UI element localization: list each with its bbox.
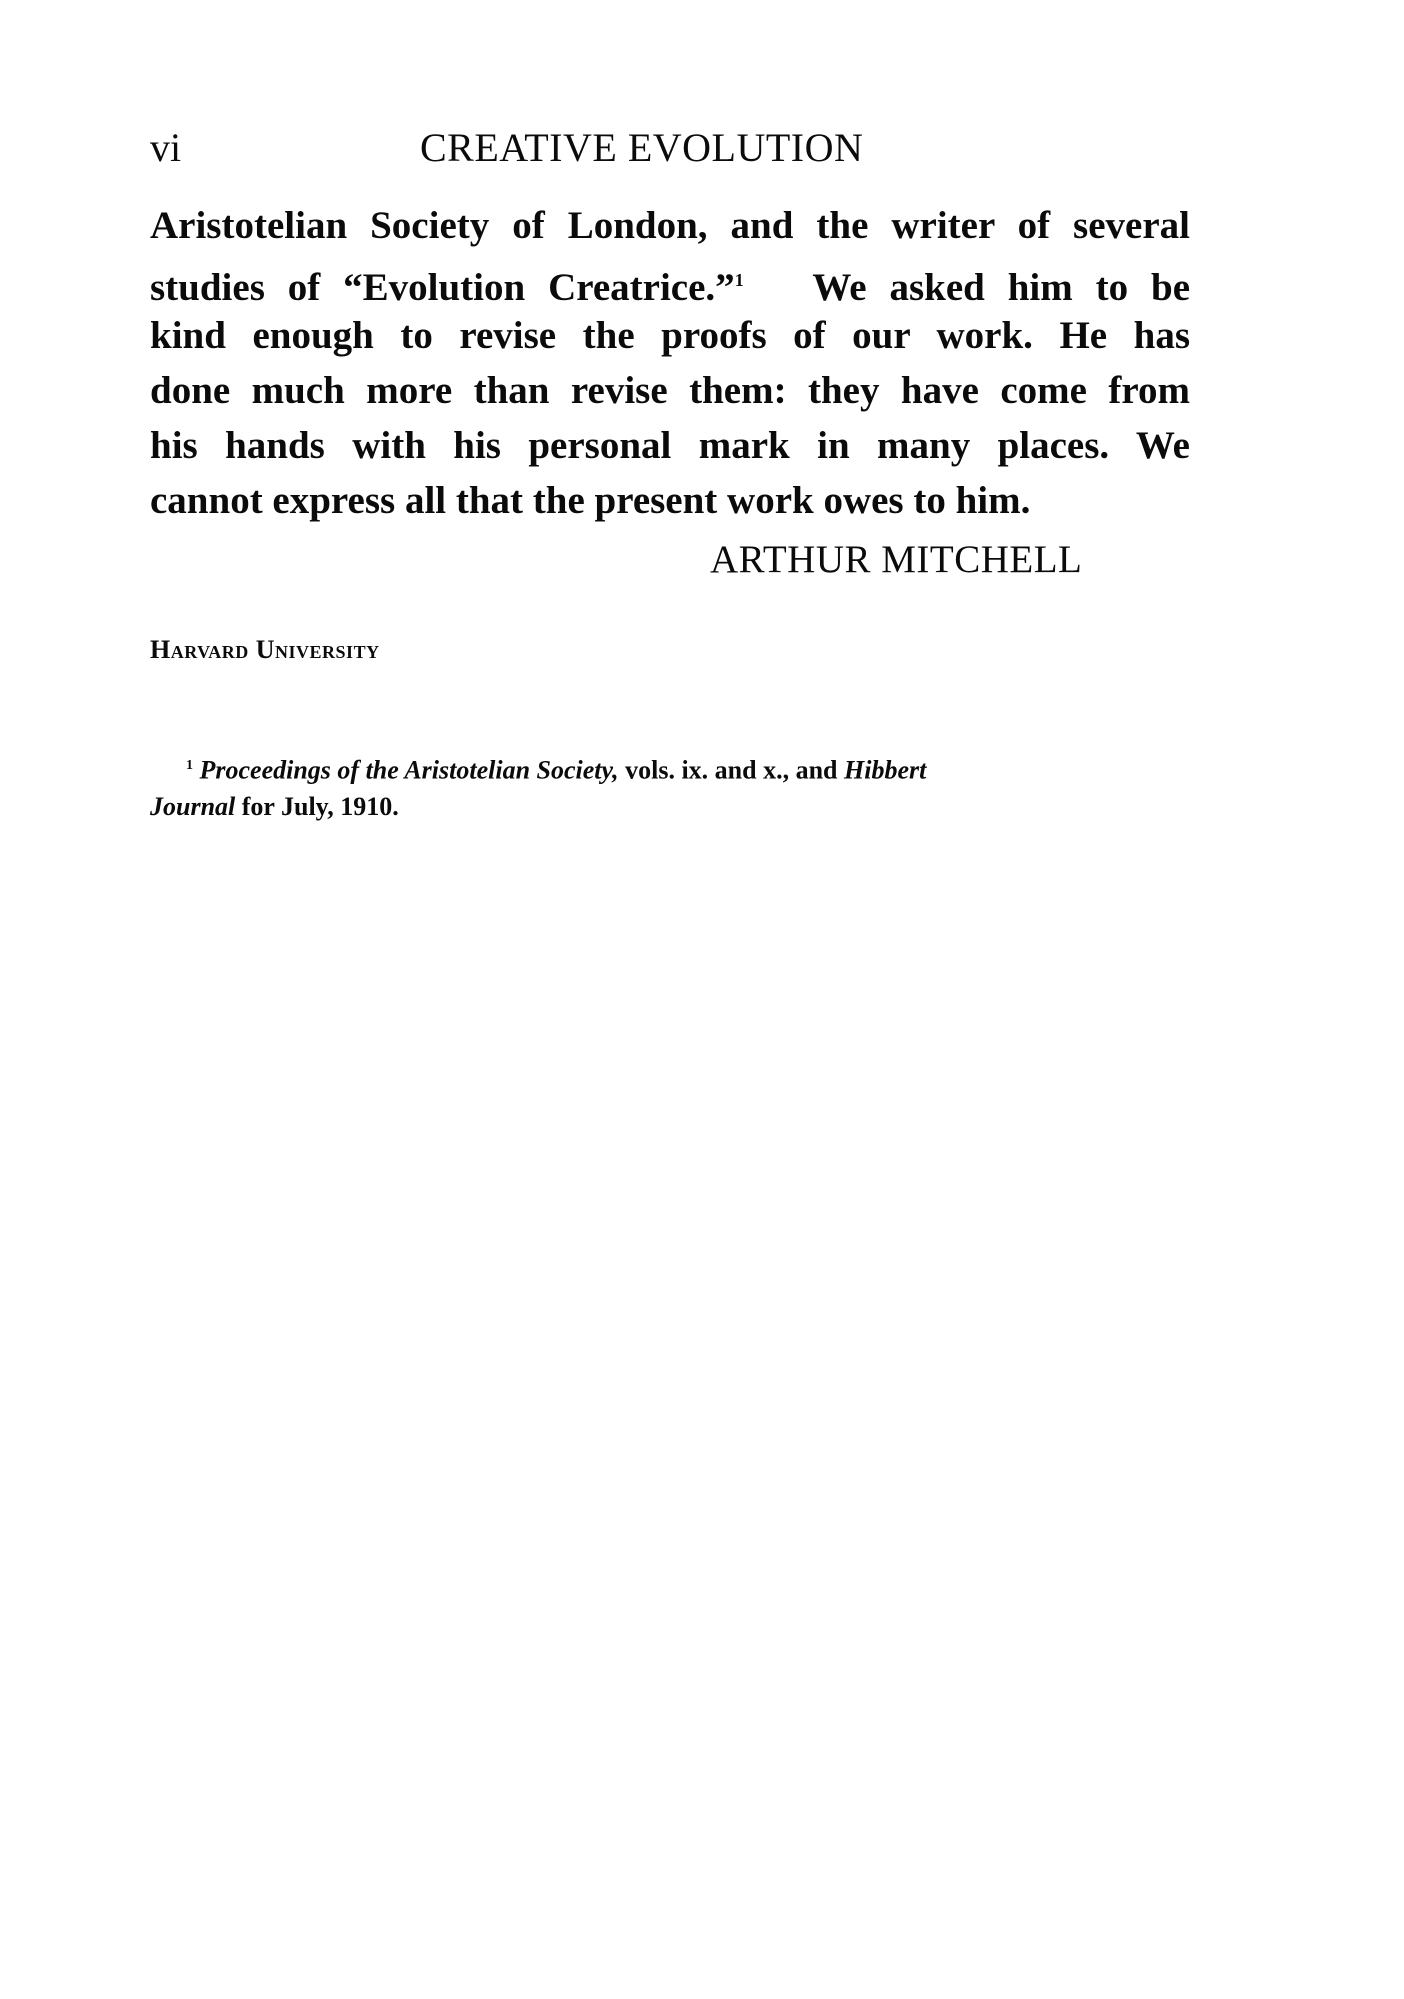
- footnote-line: [150, 789, 1190, 825]
- body-line: [150, 253, 1190, 308]
- signature: ARTHUR MITCHELL: [710, 538, 1083, 581]
- footnote-citation-title: Journal: [150, 791, 236, 821]
- body-line: cannot express all that the present work owes to him.: [150, 479, 1031, 522]
- body-line-segment: We asked him to be: [812, 266, 1191, 309]
- body-line: Aristotelian Society of London, and the writer of several: [150, 204, 1190, 247]
- body-line-segment: studies of “Evolution Creatrice.”: [150, 266, 735, 309]
- footnote-citation-text: vols. ix. and x., and: [618, 755, 845, 785]
- footnote-marker: 1: [186, 758, 193, 773]
- page-number: vi: [150, 125, 182, 170]
- footnote-citation-text: for July, 1910.: [235, 791, 399, 821]
- footnote-citation-title: Proceedings of the Aristotelian Society,: [199, 755, 619, 785]
- footnote-line: [150, 748, 1190, 789]
- running-head: [150, 118, 1190, 178]
- body-paragraph: [150, 198, 1190, 528]
- footnote-citation-title: Hibbert: [844, 755, 927, 785]
- body-line: kind enough to revise the proofs of our work. He has: [150, 314, 1190, 357]
- body-line: his hands with his personal mark in many places. We: [150, 424, 1190, 467]
- running-head-title: CREATIVE EVOLUTION: [420, 125, 864, 170]
- affiliation: Harvard University: [150, 635, 380, 664]
- body-line: done much more than revise them: they have come from: [150, 369, 1190, 412]
- footnote-reference: 1: [734, 270, 744, 290]
- footnote: [150, 748, 1190, 825]
